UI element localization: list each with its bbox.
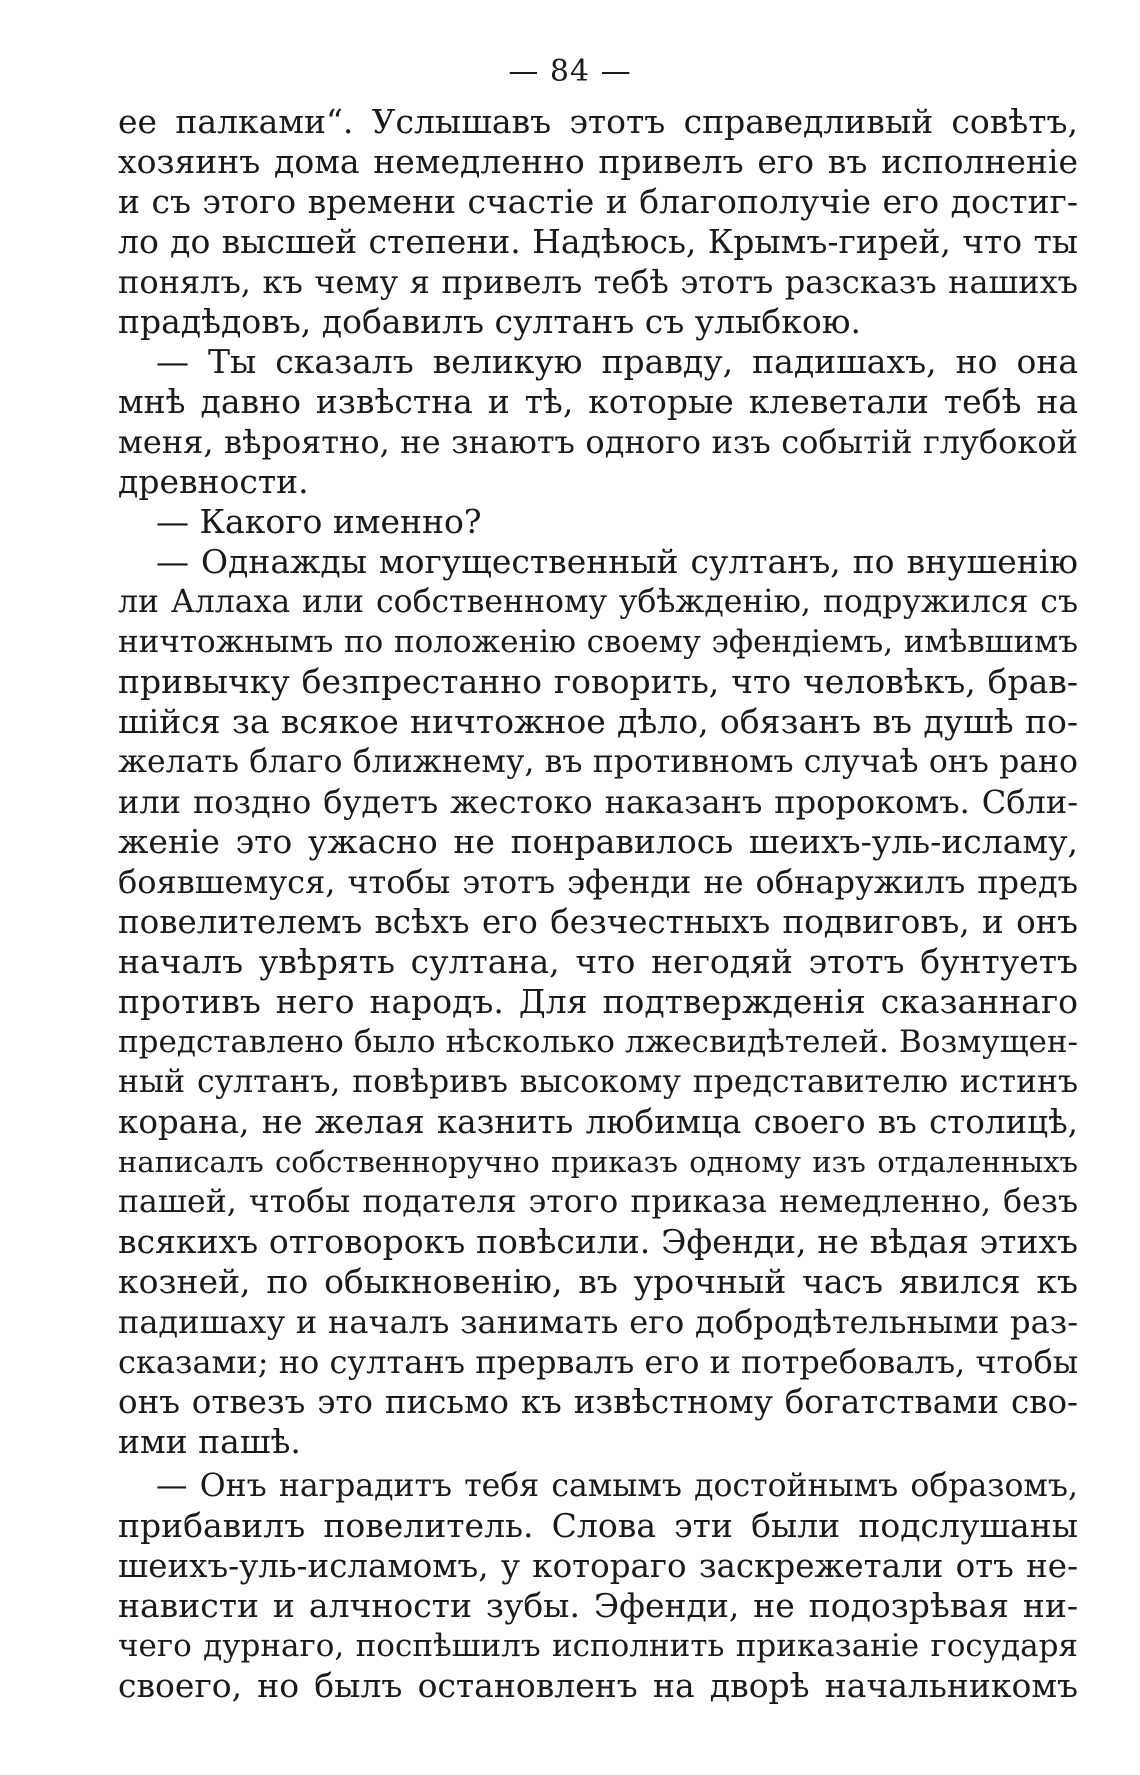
text-line: или поздно будетъ жестоко наказанъ пророкомъ. Сбли- <box>118 783 1078 821</box>
text-line: — Ты сказалъ великую правду, падишахъ, но она <box>156 342 1078 381</box>
text-line: пашей, чтобы подателя этого приказа немедленно, безъ <box>118 1184 1078 1220</box>
text-line: противъ него народъ. Для подтвержденія сказаннаго <box>118 982 1078 1021</box>
text-line: понялъ, къ чему я привелъ тебѣ этотъ разсказъ нашихъ <box>118 263 1078 301</box>
text-line: ный султанъ, повѣривъ высокому представителю истинъ <box>118 1064 1078 1100</box>
text-line: написалъ собственноручно приказъ одному изъ отдаленныхъ <box>118 1145 1078 1179</box>
text-line: корана, не желая казнить любимца своего въ столицѣ, <box>118 1103 1078 1141</box>
text-line: нависти и алчности зубы. Эфенди, не подозрѣвая ни- <box>118 1586 1078 1625</box>
text-line: и съ этого времени счастіе и благополучіе его достиг- <box>118 182 1078 221</box>
text-line: повелителемъ всѣхъ его безчестныхъ подвиговъ, и онъ <box>118 903 1078 941</box>
text-line: падишаху и началъ занимать его добродѣтельными раз- <box>118 1303 1078 1341</box>
text-line: сказами; но султанъ прервалъ его и потребовалъ, чтобы <box>118 1343 1078 1381</box>
text-line: желать благо ближнему, въ противномъ случаѣ онъ рано <box>118 744 1078 780</box>
text-line: ничтожнымъ по положенію своему эфендіемъ, имѣвшимъ <box>118 624 1078 660</box>
text-line: шійся за всякое ничтожное дѣло, обязанъ въ душѣ по- <box>118 702 1078 741</box>
text-line: женіе это ужасно не понравилось шеихъ-уль-исламу, <box>118 822 1078 861</box>
text-line: ло до высшей степени. Надѣюсь, Крымъ-гирей, что ты <box>118 222 1078 261</box>
text-line: ли Аллаха или собственному убѣжденію, подружился съ <box>118 584 1078 620</box>
text-line: прадѣдовъ, добавилъ султанъ съ улыбкою. <box>118 302 861 341</box>
text-line: чего дурнаго, поспѣшилъ исполнить приказаніе государя <box>118 1628 1078 1664</box>
text-line: хозяинъ дома немедленно привелъ его въ исполненіе <box>118 142 1078 181</box>
text-line: меня, вѣроятно, не знаютъ одного изъ событій глубокой <box>118 423 1078 461</box>
text-line: — Однажды могущественный султанъ, по внушенію <box>156 542 1078 581</box>
text-line: козней, по обыкновенію, въ урочный часъ явился къ <box>118 1262 1078 1301</box>
text-line: мнѣ давно извѣстна и тѣ, которые клеветали тебѣ на <box>118 382 1078 421</box>
text-line: боявшемуся, чтобы этотъ эфенди не обнаружилъ предъ <box>118 863 1078 901</box>
text-line: представлено было нѣсколько лжесвидѣтелей. Возмущен- <box>118 1024 1078 1060</box>
text-line: — Какого именно? <box>156 502 482 541</box>
text-line: прибавилъ повелитель. Слова эти были подслушаны <box>118 1506 1078 1545</box>
page-body-text <box>118 102 1078 1706</box>
page-number: — 84 — <box>508 54 632 89</box>
text-line: привычку безпрестанно говорить, что человѣкъ, брав- <box>118 662 1078 701</box>
text-line: ее палками“. Услышавъ этотъ справедливый совѣтъ, <box>118 102 1078 141</box>
text-line: ими пашѣ. <box>118 1422 301 1461</box>
text-line: началъ увѣрять султана, что негодяй этотъ бунтуетъ <box>118 942 1078 981</box>
text-line: онъ отвезъ это письмо къ извѣстному богатствами сво- <box>118 1383 1078 1421</box>
text-line: древности. <box>118 462 309 501</box>
text-line: всякихъ отговорокъ повѣсили. Эфенди, не вѣдая этихъ <box>118 1222 1078 1261</box>
text-line: — Онъ наградитъ тебя самымъ достойнымъ образомъ, <box>156 1468 1078 1504</box>
text-line: своего, но былъ остановленъ на дворѣ начальникомъ <box>118 1666 1078 1705</box>
text-line: шеихъ-уль-исламомъ, у котораго заскрежетали отъ не- <box>118 1547 1078 1585</box>
